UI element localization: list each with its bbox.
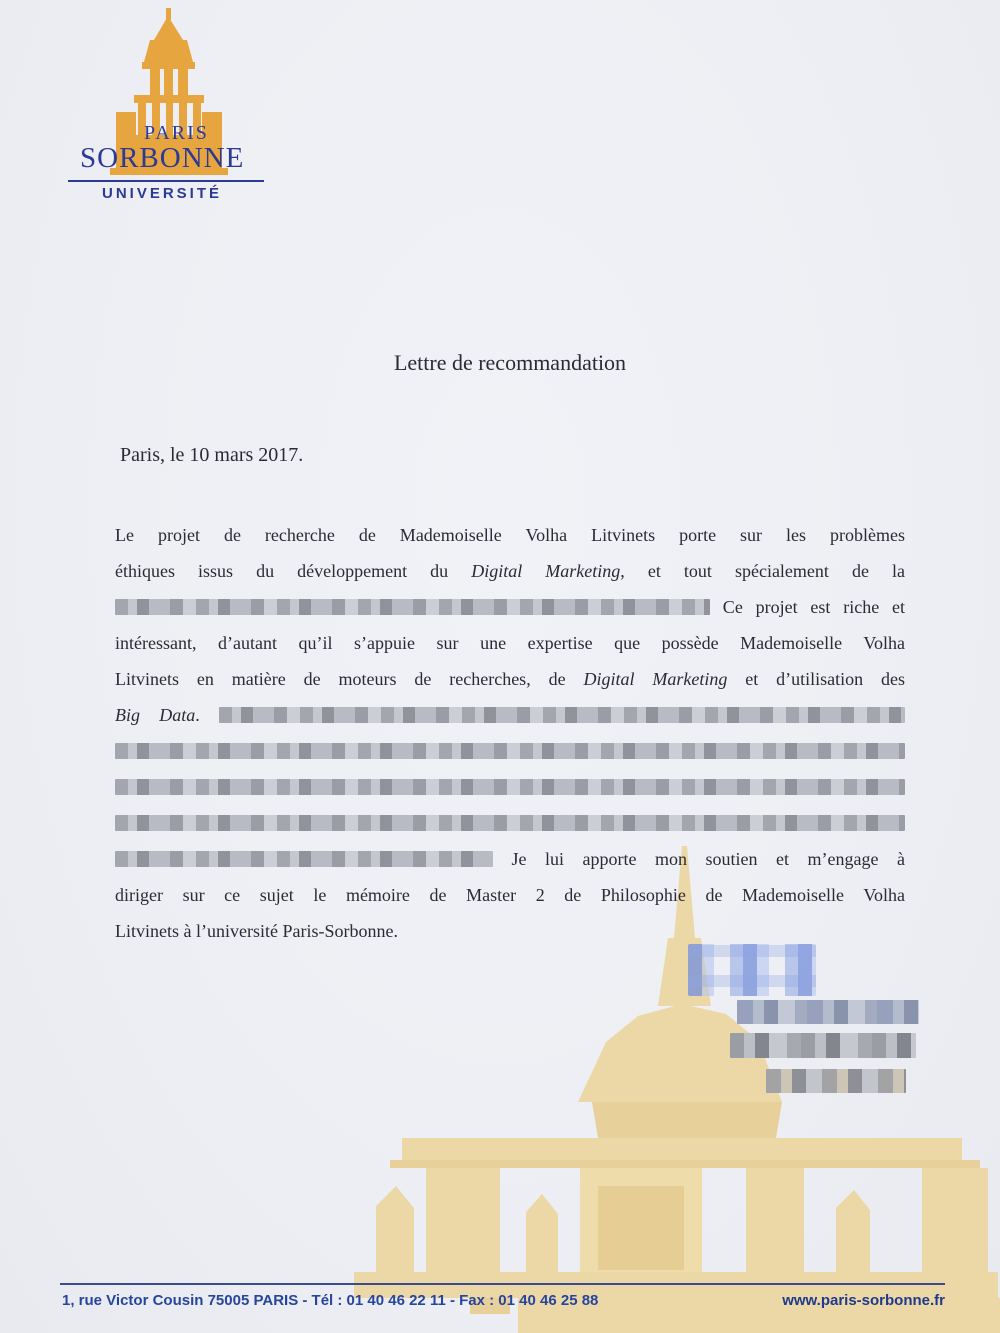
body-text-segment: Litvinets en matière de moteurs de recherches, de <box>115 669 584 689</box>
signatory-name-blur <box>737 1000 919 1024</box>
logo-text-paris: PARIS <box>144 122 209 144</box>
letter-dateline: Paris, le 10 mars 2017. <box>120 444 304 466</box>
redacted-text-blur <box>115 743 905 759</box>
body-line <box>115 630 905 666</box>
redacted-text-blur <box>219 707 905 723</box>
body-text-segment: éthiques issus du développement du <box>115 561 472 581</box>
body-text-segment: diriger sur ce sujet le mémoire de Master 2 de Philosophie de Mademoiselle Volha <box>115 885 905 905</box>
logo-text-sorbonne: SORBONNE <box>80 142 245 174</box>
redacted-text-blur <box>115 815 905 831</box>
paris-sorbonne-logo <box>66 6 276 206</box>
body-line <box>115 738 905 774</box>
body-line <box>115 918 905 954</box>
body-line <box>115 522 905 558</box>
body-text-segment: . <box>195 705 219 725</box>
body-line <box>115 702 905 738</box>
body-text-segment: et d’utilisation des <box>727 669 905 689</box>
redacted-text-blur <box>115 779 905 795</box>
signatory-detail-blur <box>766 1069 906 1093</box>
italic-term: Digital Marketing <box>583 669 728 689</box>
footer-address: 1, rue Victor Cousin 75005 PARIS - Tél : 01 40 46 22 11 - Fax : 01 40 46 25 88 <box>62 1292 599 1309</box>
body-text-segment: Je lui apporte mon soutien et m’engage à <box>493 849 905 869</box>
body-text-segment: , et tout spécialement de la <box>620 561 906 581</box>
italic-term: Digital Marketing <box>471 561 621 581</box>
italic-term: Big Data <box>115 705 196 725</box>
redacted-text-blur <box>115 599 710 615</box>
body-line <box>115 558 905 594</box>
body-line <box>115 882 905 918</box>
logo-divider-line <box>68 180 264 182</box>
footer-divider-line <box>60 1283 945 1285</box>
redacted-text-blur <box>115 851 493 867</box>
body-line <box>115 774 905 810</box>
body-line <box>115 810 905 846</box>
body-text-segment: Ce projet est riche et <box>710 597 905 617</box>
body-line <box>115 594 905 630</box>
body-text-segment: Le projet de recherche de Mademoiselle Volha Litvinets porte sur les problèmes <box>115 525 905 545</box>
body-line <box>115 846 905 882</box>
letter-body <box>115 522 905 954</box>
body-text-segment: Litvinets à l’université Paris-Sorbonne. <box>115 921 398 941</box>
footer-website: www.paris-sorbonne.fr <box>782 1292 945 1309</box>
letter-title: Lettre de recommandation <box>393 350 627 375</box>
body-text-segment: intéressant, d’autant qu’il s’appuie sur une expertise que possède Mademoiselle Volha <box>115 633 905 653</box>
signatory-title-blur <box>730 1033 916 1058</box>
body-line <box>115 666 905 702</box>
logo-text-universite: UNIVERSITÉ <box>102 185 223 202</box>
